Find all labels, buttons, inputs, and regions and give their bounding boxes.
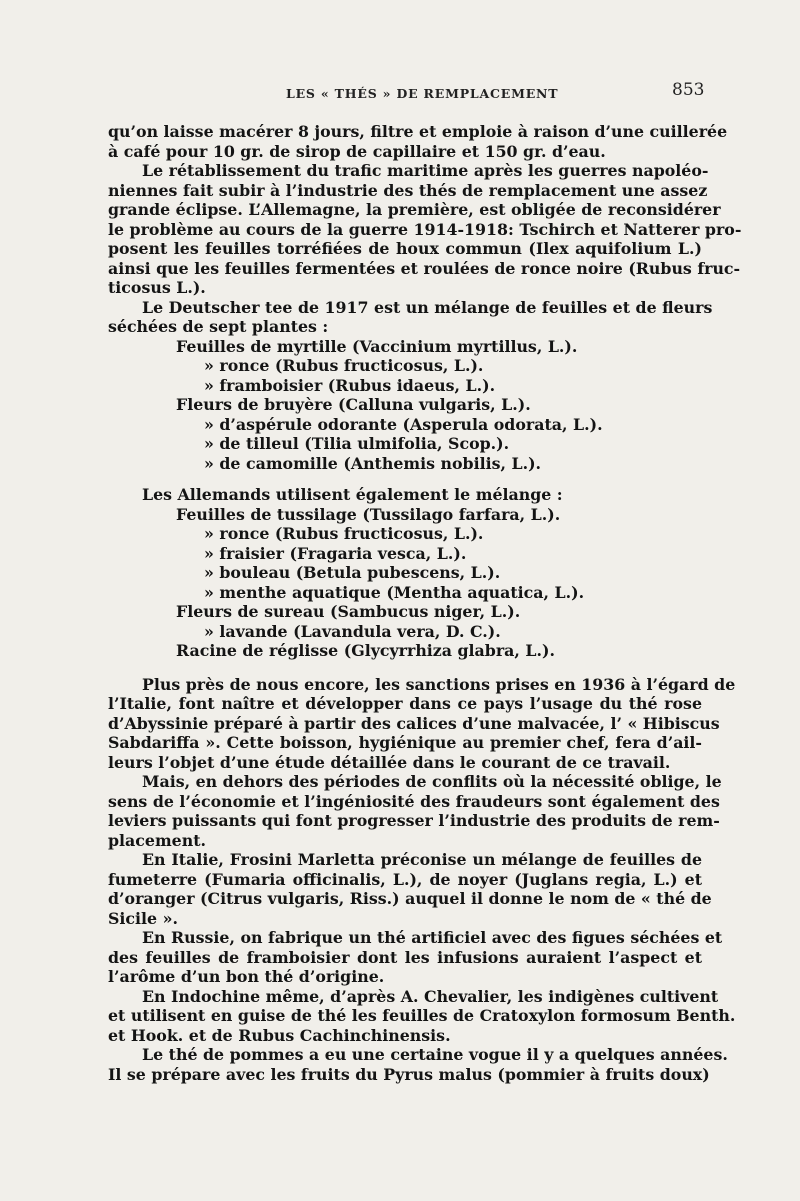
list-item: Fleurs de bruyère (Calluna vulgaris, L.). [176, 395, 531, 414]
page-number: 853 [672, 80, 705, 100]
list-item: » ronce (Rubus fructicosus, L.). [204, 524, 484, 543]
text-line: Le thé de pommes a eu une certaine vogue il y a quelques années. [142, 1045, 728, 1064]
text-line: En Italie, Frosini Marletta préconise un mélange de feuilles de [142, 850, 702, 869]
text-line: le problème au cours de la guerre 1914-1918: Tschirch et Natterer pro- [108, 219, 742, 239]
text-line: des feuilles de framboisier dont les infusions auraient l’aspect et [108, 947, 702, 967]
text-line: et Hook. et de Rubus Cachinchinensis. [108, 1025, 451, 1045]
body-text [108, 122, 742, 1084]
list-item: » d’aspérule odorante (Asperula odorata, L.). [204, 414, 603, 434]
text-line: Mais, en dehors des périodes de conflits où la nécessité oblige, le [142, 772, 722, 791]
text-line: l’Italie, font naître et développer dans ce pays l’usage du thé rose [108, 694, 702, 713]
list-item: » de camomille (Anthemis nobilis, L.). [204, 453, 542, 473]
list-item: » ronce (Rubus fructicosus, L.). [204, 356, 484, 375]
text-line: Les Allemands utilisent également le mélange : [142, 485, 563, 504]
text-line: placement. [108, 830, 206, 850]
text-line: Plus près de nous encore, les sanctions prises en 1936 à l’égard de [142, 674, 736, 694]
list-item: Feuilles de tussilage (Tussilago farfara, L.). [176, 504, 561, 524]
running-title: LES « THÉS » DE REMPLACEMENT [286, 86, 559, 101]
text-line: posent les feuilles torréfiées de houx commun (Ilex aquifolium L.) [108, 239, 702, 258]
text-line: leurs l’objet d’une étude détaillée dans le courant de ce travail. [108, 752, 671, 772]
text-line: qu’on laisse macérer 8 jours, filtre et emploie à raison d’une cuillerée [108, 122, 728, 141]
list-item: Racine de réglisse (Glycyrrhiza glabra, L.). [176, 641, 555, 660]
text-line: et utilisent en guise de thé les feuilles de Cratoxylon formosum Benth. [108, 1006, 736, 1025]
text-line: En Indochine même, d’après A. Chevalier, les indigènes cultivent [142, 986, 719, 1006]
text-line: Le rétablissement du trafic maritime après les guerres napoléo- [142, 161, 709, 180]
text-line: En Russie, on fabrique un thé artificiel avec des figues séchées et [142, 928, 723, 947]
text-line: Sicile ». [108, 908, 178, 928]
text-line: d’oranger (Citrus vulgaris, Riss.) auquel il donne le nom de « thé de [108, 889, 712, 908]
text-line: à café pour 10 gr. de sirop de capillaire et 150 gr. d’eau. [108, 141, 606, 161]
text-line: fumeterre (Fumaria officinalis, L.), de noyer (Juglans regia, L.) et [108, 869, 702, 889]
text-line: séchées de sept plantes : [108, 317, 329, 336]
text-line: grande éclipse. L’Allemagne, la première, est obligée de reconsidérer [108, 200, 721, 219]
text-line: Sabdariffa ». Cette boisson, hygiénique au premier chef, fera d’ail- [108, 733, 702, 752]
text-line: ainsi que les feuilles fermentées et roulées de ronce noire (Rubus fruc- [108, 258, 741, 278]
list-item: » fraisier (Fragaria vesca, L.). [204, 543, 467, 563]
text-line: d’Abyssinie préparé à partir des calices d’une malvacée, l’ « Hibiscus [108, 713, 720, 733]
list-item: » framboisier (Rubus idaeus, L.). [204, 375, 496, 395]
text-line: leviers puissants qui font progresser l’industrie des produits de rem- [108, 811, 720, 830]
text-line: l’arôme d’un bon thé d’origine. [108, 967, 385, 986]
text-line: ticosus L.). [108, 278, 206, 297]
list-item: Fleurs de sureau (Sambucus niger, L.). [176, 602, 521, 621]
text-line: niennes fait subir à l’industrie des thés de remplacement une assez [108, 180, 708, 200]
list-item: Feuilles de myrtille (Vaccinium myrtillus, L.). [176, 336, 578, 356]
text-line: Le Deutscher tee de 1917 est un mélange de feuilles et de fleurs [142, 297, 713, 317]
text-line: Il se prépare avec les fruits du Pyrus malus (pommier à fruits doux) [108, 1064, 710, 1084]
list-item: » menthe aquatique (Mentha aquatica, L.). [204, 582, 585, 602]
list-item: » bouleau (Betula pubescens, L.). [204, 563, 501, 582]
list-item: » de tilleul (Tilia ulmifolia, Scop.). [204, 434, 510, 453]
list-item: » lavande (Lavandula vera, D. C.). [204, 621, 501, 641]
text-line: sens de l’économie et l’ingéniosité des fraudeurs sont également des [108, 791, 720, 811]
